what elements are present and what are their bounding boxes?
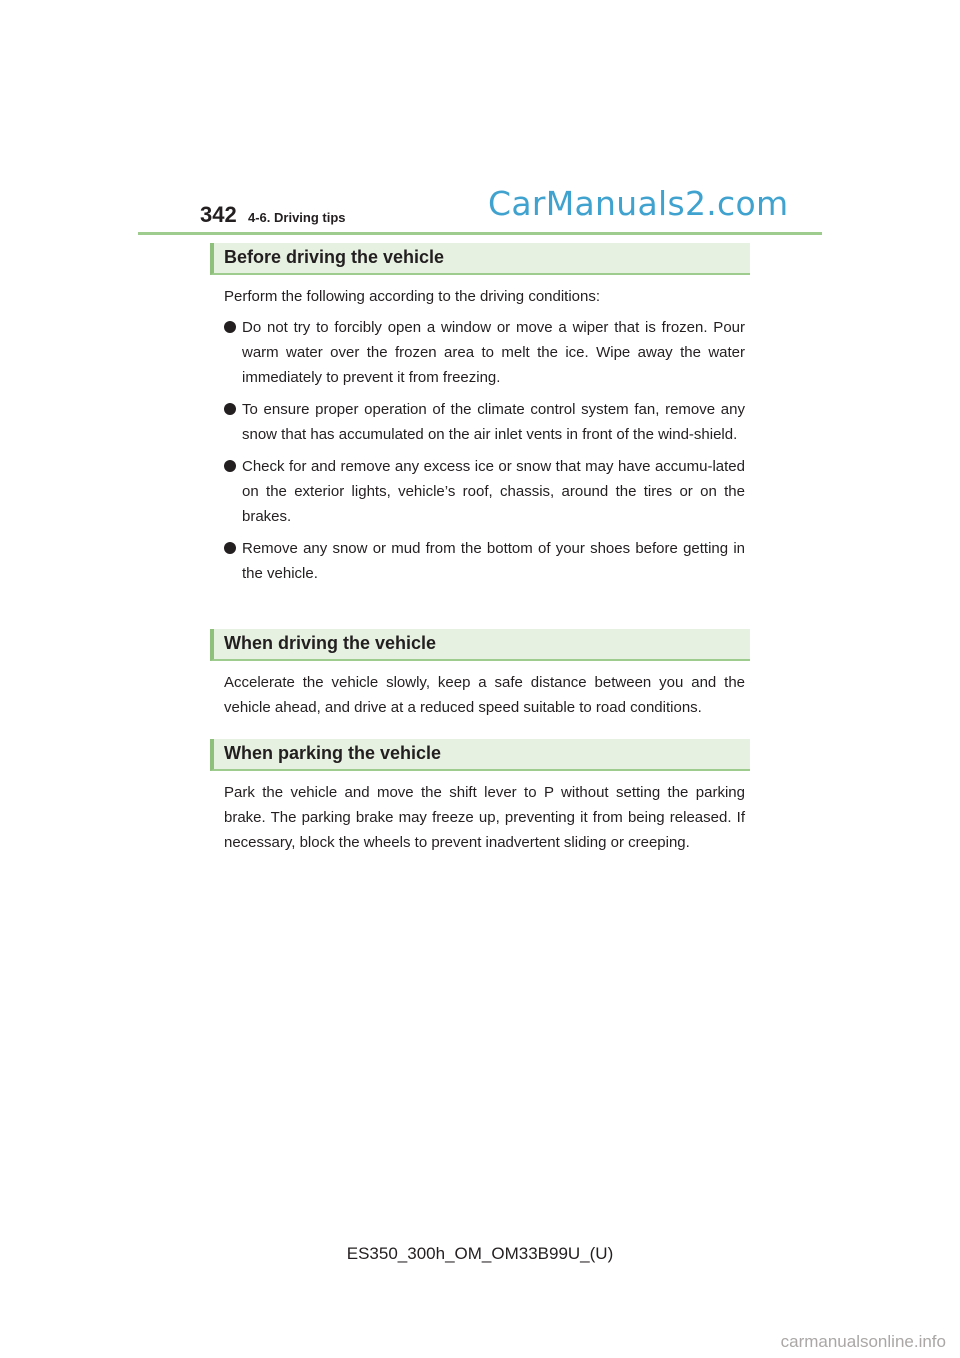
body-text: Park the vehicle and move the shift lever to P without setting the parking brake. The parking brake may freeze up, preventing it from being released. If necessary, block the wheels to prevent inadvertent sliding or creeping. (224, 784, 745, 851)
bullet-icon (224, 403, 236, 415)
section-heading (210, 739, 750, 771)
section-when-driving (210, 629, 750, 720)
bullet-list (210, 315, 750, 586)
chapter-label: 4-6. Driving tips (248, 210, 346, 225)
body-text: Accelerate the vehicle slowly, keep a safe distance between you and the vehicle ahead, and drive at a reduced speed suitable to road conditions. (224, 674, 745, 716)
section-title: When parking the vehicle (224, 743, 442, 763)
section-title: When driving the vehicle (224, 633, 437, 653)
document-code: ES350_300h_OM_OM33B99U_(U) (346, 1244, 614, 1263)
list-item (210, 397, 745, 447)
watermark-logo[interactable]: CarManuals2.com (488, 184, 789, 223)
list-item-text: To ensure proper operation of the climate control system fan, remove any snow that has accumulated on the air inlet vents in front of the wind-shield. (242, 401, 745, 443)
site-watermark[interactable]: carmanualsonline.info (780, 1332, 946, 1351)
intro-text: Perform the following according to the driving conditions: (224, 288, 601, 305)
list-item (210, 454, 745, 529)
header-divider (138, 232, 822, 235)
list-item (210, 536, 745, 586)
section-when-parking (210, 739, 750, 855)
list-item-text: Do not try to forcibly open a window or move a wiper that is frozen. Pour warm water over the frozen area to melt the ice. Wipe away the water immediately to prevent it from freezing. (242, 319, 745, 386)
list-item-text: Remove any snow or mud from the bottom of your shoes before getting in the vehicle. (242, 540, 745, 582)
section-title: Before driving the vehicle (224, 247, 445, 267)
bullet-icon (224, 321, 236, 333)
bullet-icon (224, 542, 236, 554)
page-number: 342 (200, 202, 237, 227)
list-item-text: Check for and remove any excess ice or snow that may have accumu-lated on the exterior lights, vehicle’s roof, chassis, around the tires or on the brakes. (242, 458, 745, 525)
bullet-icon (224, 460, 236, 472)
section-before-driving (210, 243, 750, 593)
list-item (210, 315, 745, 390)
section-heading (210, 629, 750, 661)
section-heading (210, 243, 750, 275)
